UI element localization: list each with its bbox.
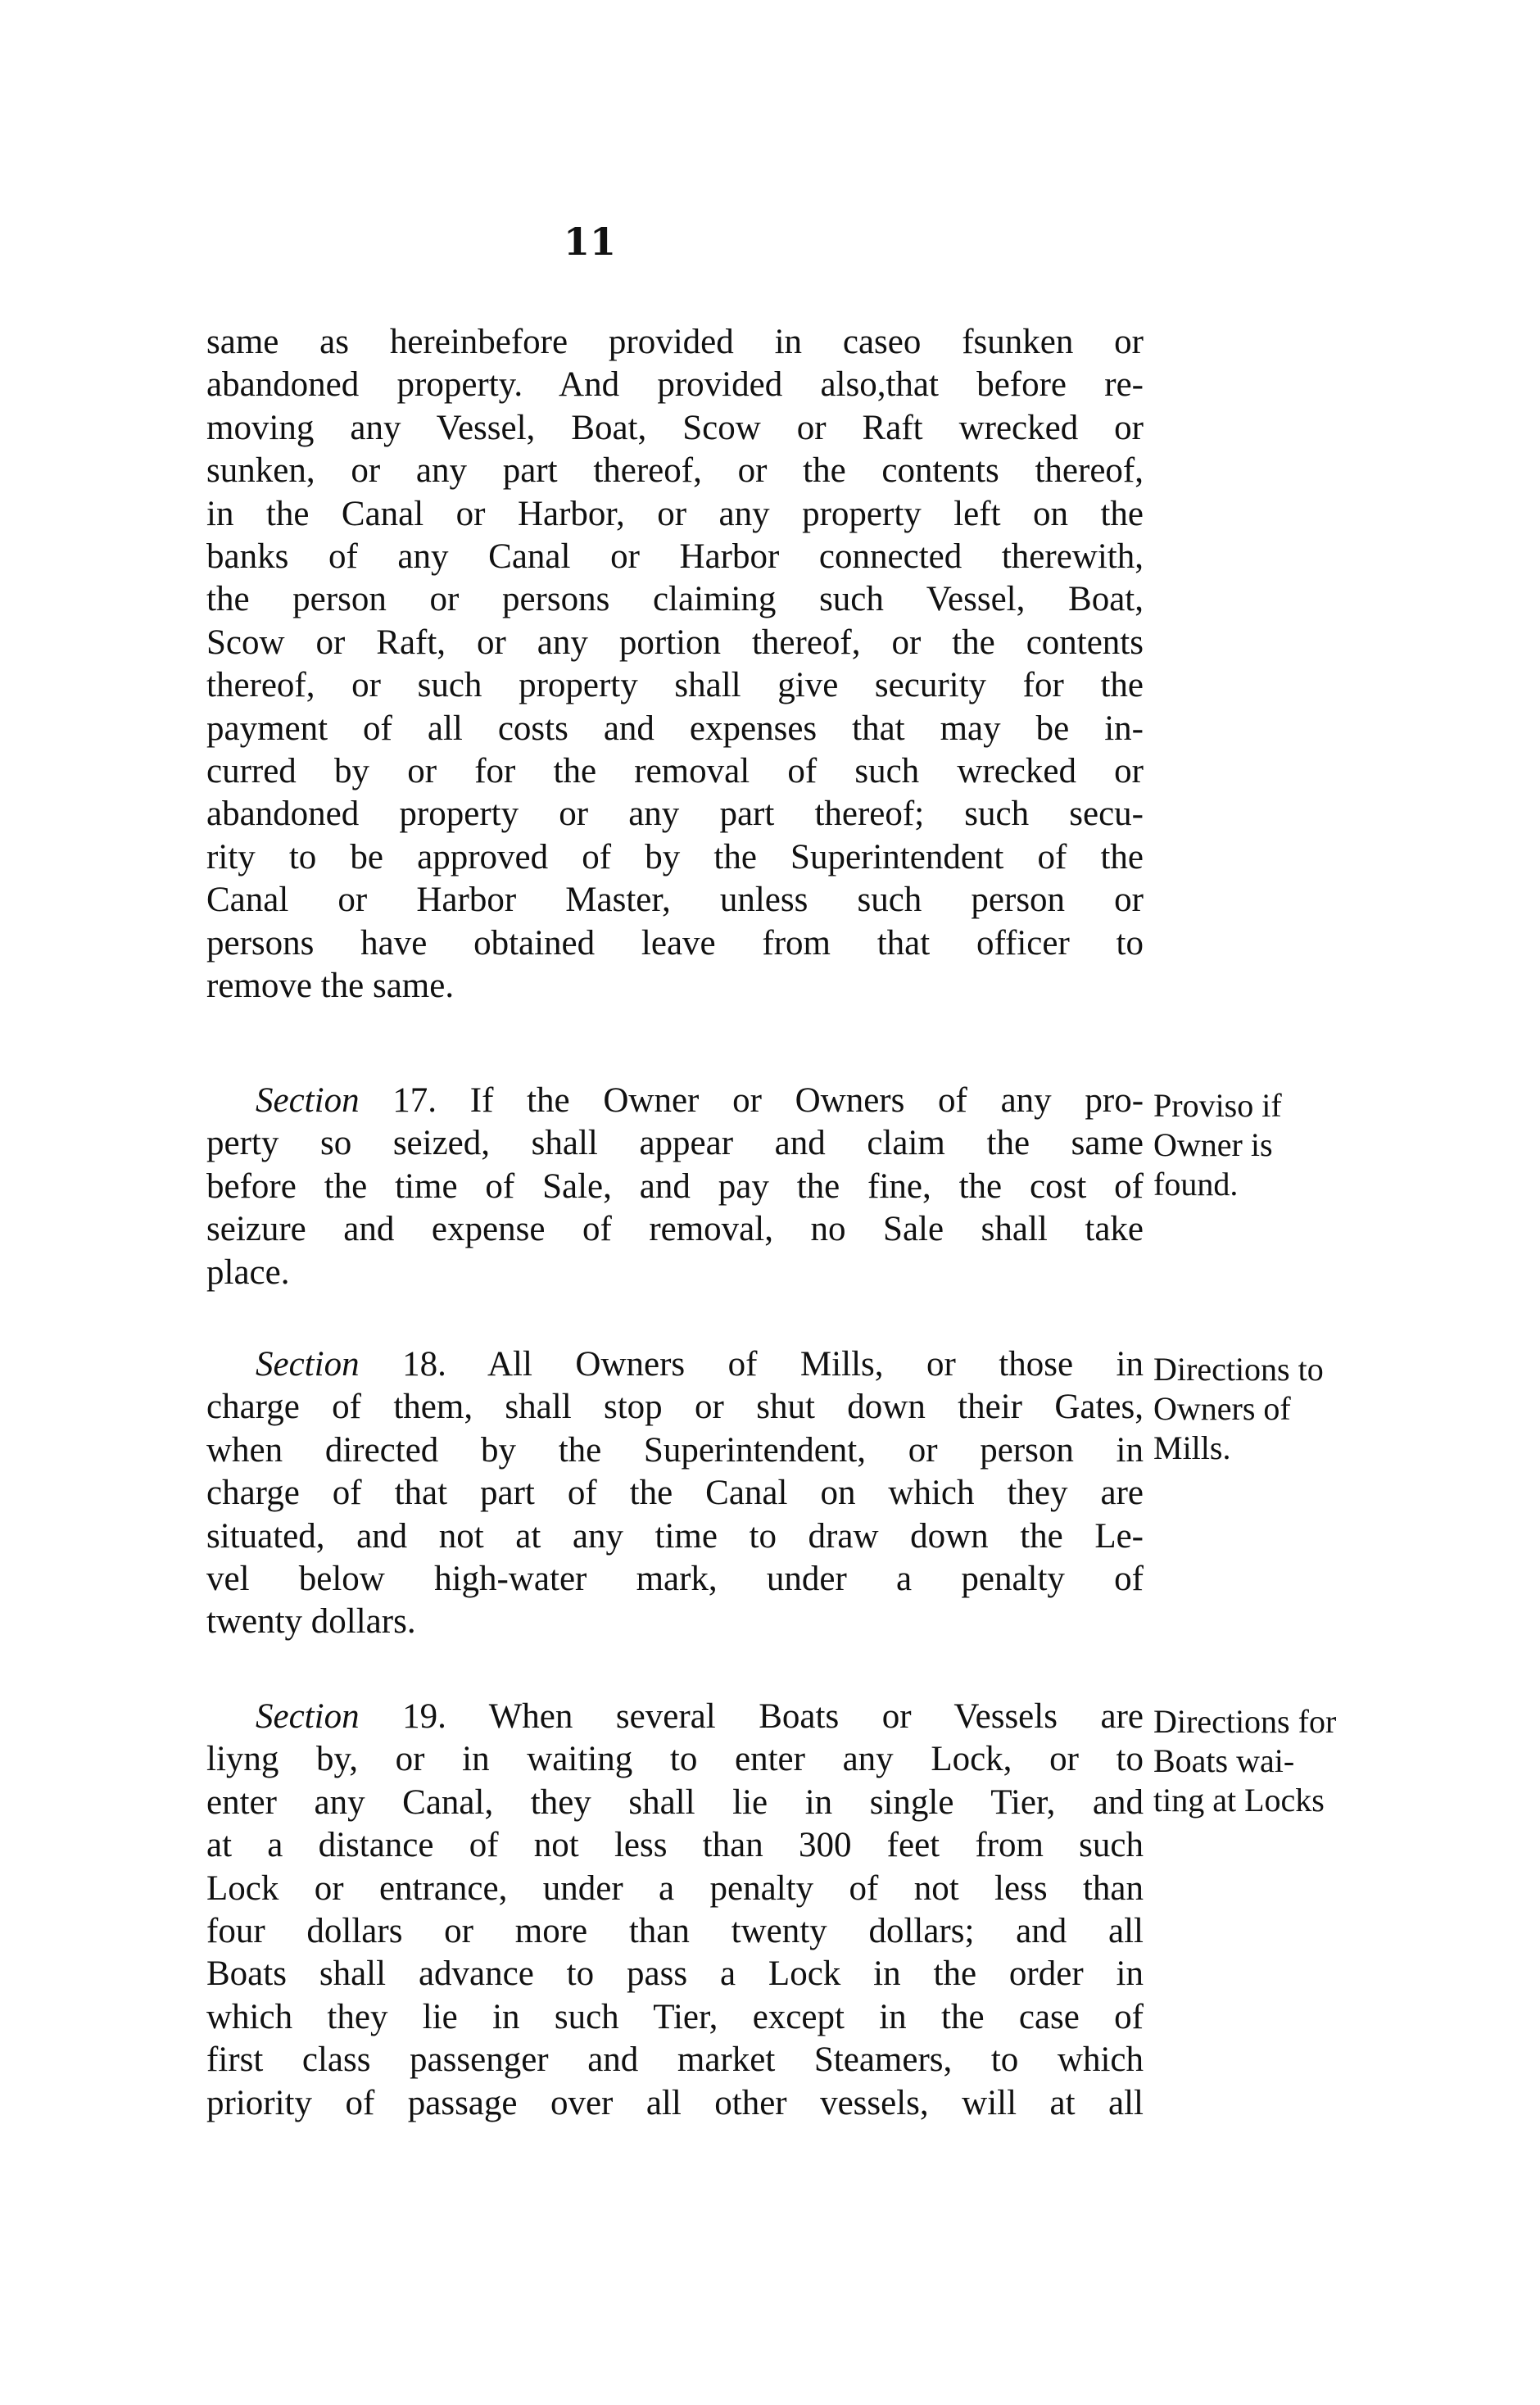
text-line: same as hereinbefore provided in caseo fsunken or — [206, 323, 1144, 361]
continuation-paragraph — [206, 321, 1144, 1008]
section-text: All Owners of Mills, or those in — [487, 1345, 1144, 1384]
text-line: seizure and expense of removal, no Sale shall take — [206, 1210, 1144, 1249]
page-number: 11 — [563, 220, 616, 264]
text-line: thereof, or such property shall give security for the — [206, 666, 1144, 705]
margin-note-line: ting at Locks — [1153, 1782, 1325, 1818]
text-line: moving any Vessel, Boat, Scow or Raft wrecked or — [206, 408, 1144, 447]
text-line: liyng by, or in waiting to enter any Lock, or to — [206, 1740, 1144, 1779]
section-text: When several Boats or Vessels are — [488, 1697, 1144, 1736]
text-line: four dollars or more than twenty dollars; and all — [206, 1912, 1144, 1951]
section-number: 18. — [402, 1345, 446, 1384]
margin-note-section-18 — [1153, 1350, 1324, 1468]
text-line: Lock or entrance, under a penalty of not less than — [206, 1868, 1144, 1908]
text-line: remove the same. — [206, 967, 455, 1006]
section-text: If the Owner or Owners of any pro- — [469, 1081, 1144, 1120]
section-number: 19. — [402, 1697, 446, 1736]
section-label: Section — [256, 1345, 360, 1384]
margin-note-section-17 — [1153, 1086, 1282, 1204]
text-line: payment of all costs and expenses that may be in- — [206, 709, 1144, 748]
margin-note-line: Directions to — [1153, 1351, 1324, 1388]
text-line: twenty dollars. — [206, 1602, 416, 1642]
margin-note-section-19 — [1153, 1702, 1336, 1820]
text-line: Boats shall advance to pass a Lock in the order in — [206, 1954, 1144, 1994]
text-line: abandoned property or any part thereof; such secu- — [206, 795, 1144, 834]
section-label: Section — [256, 1697, 360, 1736]
text-line: priority of passage over all other vessels, will at all — [206, 2083, 1144, 2122]
text-line: banks of any Canal or Harbor connected therewith, — [206, 537, 1144, 577]
text-line: when directed by the Superintendent, or person in — [206, 1430, 1144, 1470]
text-line: charge of them, shall stop or shut down their Gates, — [206, 1388, 1144, 1427]
margin-note-line: Mills. — [1153, 1429, 1231, 1466]
section-first-line — [206, 1343, 1144, 1386]
section-number: 17. — [392, 1081, 437, 1120]
margin-note-line: found. — [1153, 1166, 1239, 1202]
text-line: abandoned property. And provided also,that before re- — [206, 365, 1144, 405]
margin-note-line: Owner is — [1153, 1126, 1273, 1163]
text-line: perty so seized, shall appear and claim the same — [206, 1124, 1144, 1163]
section-18 — [206, 1343, 1144, 1644]
text-line: which they lie in such Tier, except in the case of — [206, 1997, 1144, 2036]
section-17 — [206, 1080, 1144, 1294]
text-line: Scow or Raft, or any portion thereof, or the contents — [206, 623, 1144, 662]
text-line: place. — [206, 1252, 290, 1292]
text-line: enter any Canal, they shall lie in single Tier, and — [206, 1782, 1144, 1822]
section-19 — [206, 1696, 1144, 2125]
text-line: before the time of Sale, and pay the fine, the cost of — [206, 1166, 1144, 1206]
text-line: the person or persons claiming such Vessel, Boat, — [206, 580, 1144, 619]
text-line: situated, and not at any time to draw down the Le- — [206, 1516, 1144, 1556]
margin-note-line: Owners of — [1153, 1390, 1291, 1427]
section-first-line — [206, 1080, 1144, 1122]
text-line: rity to be approved of by the Superintendent of the — [206, 837, 1144, 876]
text-line: curred by or for the removal of such wrecked or — [206, 752, 1144, 791]
text-line: Canal or Harbor Master, unless such person or — [206, 881, 1144, 920]
margin-note-line: Boats wai- — [1153, 1742, 1295, 1779]
text-line: persons have obtained leave from that officer to — [206, 923, 1144, 962]
text-line: in the Canal or Harbor, or any property left on the — [206, 494, 1144, 533]
margin-note-line: Proviso if — [1153, 1087, 1282, 1124]
text-line: charge of that part of the Canal on which they are — [206, 1474, 1144, 1513]
section-first-line — [206, 1696, 1144, 1738]
section-label: Section — [256, 1081, 360, 1120]
text-line: vel below high-water mark, under a penalty of — [206, 1560, 1144, 1599]
text-line: at a distance of not less than 300 feet from such — [206, 1826, 1144, 1865]
margin-note-line: Directions for — [1153, 1703, 1337, 1740]
text-line: first class passenger and market Steamers, to which — [206, 2040, 1144, 2080]
text-line: sunken, or any part thereof, or the contents thereof, — [206, 451, 1144, 491]
